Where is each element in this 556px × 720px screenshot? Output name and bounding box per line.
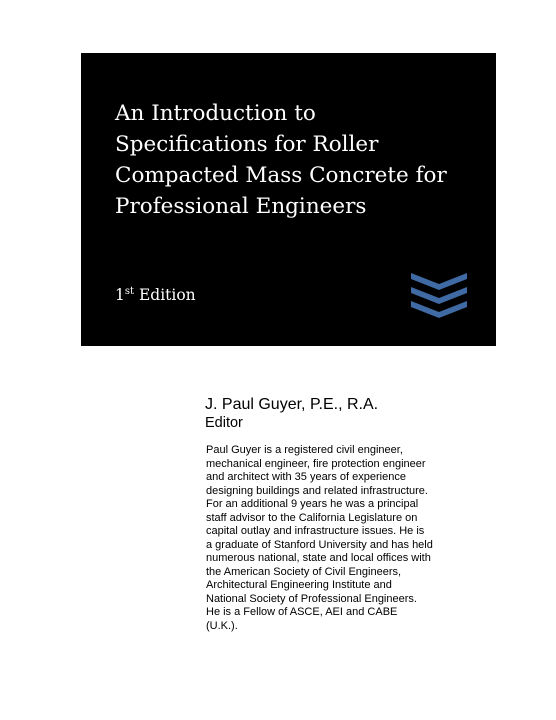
chevron-mark <box>411 273 467 290</box>
edition-text: Edition <box>134 286 196 304</box>
edition-number: 1 <box>115 286 125 304</box>
author-bio: Paul Guyer is a registered civil engineer, mechanical engineer, fire protection engineer and architect with 35 years of experience designing buildings and related infrastructure. For an additional 9 years he was a principal staff advisor to the California Legislature on capital outlay and infrastructure issues. He is a graduate of Stanford University and has held numerous national, state and local offices with the American Society of Civil Engineers, Architectural Engineering Institute and National Society of Professional Engineers. He is a Fellow of ASCE, AEI and CABE (U.K.). <box>206 444 433 632</box>
edition-ordinal-suffix: st <box>124 286 135 297</box>
edition-label <box>115 285 196 305</box>
author-block <box>205 395 505 432</box>
author-name: J. Paul Guyer, P.E., R.A. <box>205 396 379 413</box>
cover-title-panel <box>81 53 496 346</box>
book-title: An Introduction to Specifications for Roller Compacted Mass Concrete for Professional Engineers <box>115 101 447 219</box>
triple-chevron-down-icon <box>411 273 467 319</box>
author-role: Editor <box>205 415 243 431</box>
